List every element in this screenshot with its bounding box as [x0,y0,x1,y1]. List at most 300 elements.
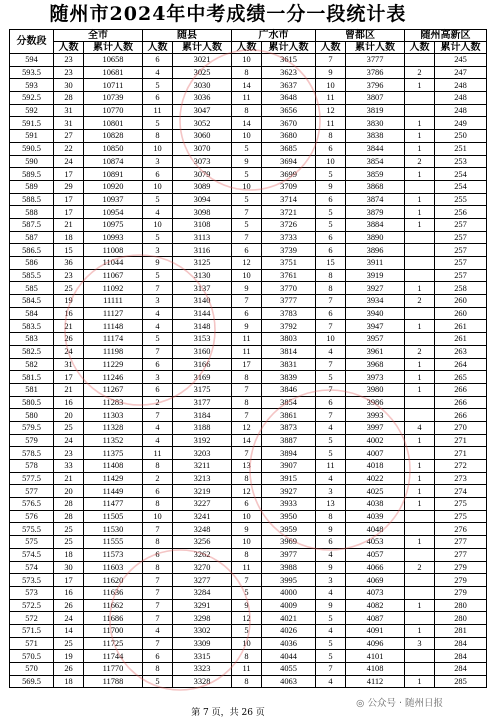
count-cell: 3 [316,485,346,498]
count-cell: 9 [316,561,346,574]
cumulative-cell: 3656 [262,104,316,117]
count-cell: 8 [232,675,262,688]
count-cell: 1 [405,624,435,637]
cumulative-cell: 3153 [173,333,232,346]
cumulative-cell: 10711 [84,79,143,92]
count-cell: 23 [54,269,84,282]
cumulative-cell: 3861 [262,409,316,422]
cumulative-cell: 3907 [262,460,316,473]
count-cell: 1 [405,383,435,396]
cumulative-cell: 11174 [84,333,143,346]
count-cell: 5 [143,333,173,346]
count-cell: 11 [316,92,346,105]
count-cell: 21 [54,383,84,396]
cumulative-cell: 3733 [262,231,316,244]
cumulative-cell: 3175 [173,383,232,396]
count-cell: 7 [232,383,262,396]
table-row [10,371,487,384]
table-row [10,498,487,511]
cumulative-cell: 3177 [173,396,232,409]
cumulative-cell: 257 [435,231,487,244]
count-cell: 8 [232,650,262,663]
cumulative-cell: 4007 [346,447,405,460]
cumulative-cell: 3108 [173,218,232,231]
cumulative-cell: 3160 [173,345,232,358]
cumulative-cell: 3933 [262,498,316,511]
count-cell [405,257,435,270]
table-row [10,675,487,688]
cumulative-cell: 4044 [262,650,316,663]
cumulative-cell: 3648 [262,92,316,105]
cumulative-cell: 3125 [173,257,232,270]
count-cell: 5 [232,218,262,231]
cumulative-cell: 3262 [173,548,232,561]
count-cell: 2 [405,295,435,308]
cumulative-cell: 279 [435,561,487,574]
count-cell: 3 [143,295,173,308]
header-count: 人数 [316,42,346,54]
count-cell: 6 [316,231,346,244]
score-cell: 581 [10,383,54,396]
cumulative-cell: 3315 [173,650,232,663]
count-cell: 24 [54,434,84,447]
count-cell: 6 [316,307,346,320]
cumulative-cell: 4053 [346,536,405,549]
cumulative-cell: 3241 [173,510,232,523]
score-cell: 574.5 [10,548,54,561]
count-cell: 7 [316,663,346,676]
cumulative-cell: 4082 [346,599,405,612]
cumulative-cell: 3184 [173,409,232,422]
count-cell: 13 [232,460,262,473]
count-cell: 8 [232,104,262,117]
cumulative-cell: 3098 [173,206,232,219]
cumulative-cell: 3021 [173,54,232,67]
count-cell [405,409,435,422]
count-cell [405,244,435,257]
count-cell: 5 [316,218,346,231]
cumulative-cell: 3726 [262,218,316,231]
count-cell: 1 [405,79,435,92]
count-cell: 1 [405,371,435,384]
header-count: 人数 [232,42,262,54]
table-row [10,460,487,473]
score-cell: 573.5 [10,574,54,587]
score-cell: 584 [10,307,54,320]
cumulative-cell: 10658 [84,54,143,67]
cumulative-cell: 11429 [84,472,143,485]
header-region-all-city: 全市 [54,30,143,42]
cumulative-cell: 3927 [346,282,405,295]
table-row [10,92,487,105]
cumulative-cell: 251 [435,142,487,155]
score-cell: 576.5 [10,498,54,511]
cumulative-cell: 3770 [262,282,316,295]
score-cell: 571 [10,637,54,650]
table-row [10,282,487,295]
cumulative-cell: 3302 [173,624,232,637]
count-cell: 5 [316,371,346,384]
count-cell: 6 [143,383,173,396]
count-cell: 7 [143,409,173,422]
header-cumulative: 累计人数 [435,42,487,54]
score-cell: 591.5 [10,117,54,130]
table-row [10,79,487,92]
score-cell: 578 [10,460,54,473]
count-cell: 21 [54,218,84,231]
count-cell: 5 [232,586,262,599]
table-row [10,409,487,422]
cumulative-cell: 11148 [84,320,143,333]
cumulative-cell: 4009 [262,599,316,612]
count-cell: 5 [143,231,173,244]
count-cell: 7 [316,295,346,308]
page-title: 随州市2024年中考成绩一分一段统计表 [49,3,407,25]
cumulative-cell: 10850 [84,142,143,155]
count-cell: 1 [405,193,435,206]
cumulative-cell: 3309 [173,637,232,650]
count-cell: 17 [54,574,84,587]
count-cell: 7 [232,206,262,219]
count-cell: 7 [143,574,173,587]
cumulative-cell: 3819 [346,104,405,117]
header-cumulative: 累计人数 [262,42,316,54]
cumulative-cell: 3993 [346,409,405,422]
cumulative-cell: 3073 [173,155,232,168]
count-cell: 14 [232,434,262,447]
count-cell: 10 [316,155,346,168]
cumulative-cell: 274 [435,485,487,498]
table-row [10,396,487,409]
count-cell: 22 [54,142,84,155]
count-cell: 8 [232,472,262,485]
count-cell: 6 [316,396,346,409]
count-cell: 5 [316,612,346,625]
cumulative-cell: 3777 [262,295,316,308]
watermark-text: 公众号 · 随州日报 [367,698,443,709]
count-cell: 11 [143,447,173,460]
cumulative-cell: 4069 [346,574,405,587]
count-cell: 25 [54,536,84,549]
table-row [10,117,487,130]
count-cell [405,663,435,676]
score-cell: 587.5 [10,218,54,231]
cumulative-cell: 3777 [346,54,405,67]
cumulative-cell: 284 [435,663,487,676]
count-cell: 18 [54,675,84,688]
wechat-watermark [353,694,446,710]
cumulative-cell: 265 [435,371,487,384]
count-cell: 1 [405,117,435,130]
count-cell: 7 [232,574,262,587]
table-row [10,536,487,549]
score-cell: 589 [10,180,54,193]
cumulative-cell: 10828 [84,130,143,143]
count-cell [405,104,435,117]
table-row [10,295,487,308]
cumulative-cell: 3211 [173,460,232,473]
count-cell: 9 [232,155,262,168]
cumulative-cell: 11328 [84,421,143,434]
cumulative-cell: 263 [435,345,487,358]
count-cell: 17 [54,206,84,219]
count-cell: 5 [316,637,346,650]
cumulative-cell: 11283 [84,396,143,409]
cumulative-cell: 3277 [173,574,232,587]
count-cell: 10 [232,536,262,549]
count-cell: 7 [143,637,173,650]
count-cell: 1 [405,218,435,231]
cumulative-cell: 260 [435,307,487,320]
cumulative-cell: 3831 [262,358,316,371]
cumulative-cell: 3036 [173,92,232,105]
score-cell: 579.5 [10,421,54,434]
cumulative-cell: 248 [435,92,487,105]
cumulative-cell: 3838 [346,130,405,143]
cumulative-cell: 3854 [346,155,405,168]
count-cell: 33 [54,460,84,473]
cumulative-cell: 279 [435,574,487,587]
cumulative-cell: 3786 [346,66,405,79]
cumulative-cell: 4096 [346,637,405,650]
cumulative-cell: 10993 [84,231,143,244]
table-row [10,485,487,498]
header-region-suixian: 随县 [143,30,232,42]
cumulative-cell: 4091 [346,624,405,637]
cumulative-cell: 3868 [346,180,405,193]
count-cell: 10 [232,130,262,143]
cumulative-cell: 3699 [262,168,316,181]
count-cell: 10 [232,637,262,650]
header-region-hightech: 随州高新区 [405,30,487,42]
count-cell: 14 [54,624,84,637]
count-cell [405,92,435,105]
score-cell: 578.5 [10,447,54,460]
cumulative-cell: 3148 [173,320,232,333]
cumulative-cell: 3959 [262,523,316,536]
count-cell: 5 [316,168,346,181]
count-cell: 5 [232,624,262,637]
cumulative-cell: 271 [435,434,487,447]
cumulative-cell: 3997 [346,421,405,434]
cumulative-cell: 4057 [346,548,405,561]
cumulative-cell: 11788 [84,675,143,688]
count-cell: 17 [54,168,84,181]
cumulative-cell: 11111 [84,295,143,308]
cumulative-cell: 11127 [84,307,143,320]
count-cell: 11 [232,333,262,346]
count-cell: 14 [232,79,262,92]
cumulative-cell: 3968 [346,358,405,371]
cumulative-cell: 3980 [346,383,405,396]
count-cell: 4 [316,624,346,637]
count-cell: 24 [54,612,84,625]
cumulative-cell: 3284 [173,586,232,599]
count-cell: 11 [232,663,262,676]
count-cell: 7 [143,345,173,358]
score-cell: 577.5 [10,472,54,485]
count-cell: 7 [316,320,346,333]
count-cell: 4 [143,320,173,333]
cumulative-cell: 11198 [84,345,143,358]
count-cell: 9 [232,320,262,333]
count-cell: 10 [232,510,262,523]
cumulative-cell: 3213 [173,472,232,485]
cumulative-cell: 3130 [173,269,232,282]
count-cell: 6 [316,193,346,206]
table-row [10,599,487,612]
cumulative-cell: 261 [435,320,487,333]
cumulative-cell: 3298 [173,612,232,625]
count-cell: 7 [143,586,173,599]
score-cell: 587 [10,231,54,244]
cumulative-cell: 3927 [262,485,316,498]
count-cell: 5 [143,269,173,282]
cumulative-cell: 257 [435,244,487,257]
cumulative-cell: 3680 [262,130,316,143]
count-cell: 6 [143,548,173,561]
cumulative-cell: 247 [435,66,487,79]
count-cell: 6 [143,54,173,67]
count-cell: 4 [143,434,173,447]
cumulative-cell: 10681 [84,66,143,79]
cumulative-cell: 3739 [262,244,316,257]
count-cell: 1 [405,485,435,498]
cumulative-cell: 245 [435,54,487,67]
cumulative-cell: 4101 [346,650,405,663]
score-cell: 569.5 [10,675,54,688]
count-cell: 7 [232,447,262,460]
count-cell: 5 [316,434,346,447]
cumulative-cell: 11603 [84,561,143,574]
count-cell: 8 [143,498,173,511]
count-cell: 2 [143,472,173,485]
count-cell: 8 [143,130,173,143]
count-cell: 1 [405,168,435,181]
count-cell: 13 [316,498,346,511]
table-row [10,612,487,625]
count-cell: 1 [405,599,435,612]
count-cell: 16 [54,307,84,320]
score-cell: 591 [10,130,54,143]
count-cell: 17 [54,193,84,206]
cumulative-cell: 3839 [262,371,316,384]
cumulative-cell: 3803 [262,333,316,346]
cumulative-cell: 3140 [173,295,232,308]
count-cell: 31 [54,104,84,117]
cumulative-cell: 3685 [262,142,316,155]
count-cell: 8 [143,460,173,473]
count-cell: 6 [316,142,346,155]
count-cell: 6 [143,650,173,663]
cumulative-cell: 3721 [262,206,316,219]
count-cell: 11 [143,104,173,117]
score-cell: 593 [10,79,54,92]
header-count: 人数 [54,42,84,54]
cumulative-cell: 271 [435,447,487,460]
table-row [10,54,487,67]
header-row-regions [10,30,487,42]
count-cell: 4 [316,421,346,434]
count-cell: 31 [54,358,84,371]
cumulative-cell: 11770 [84,663,143,676]
score-cell: 570.5 [10,650,54,663]
count-cell: 10 [143,180,173,193]
cumulative-cell: 266 [435,383,487,396]
count-cell: 24 [54,155,84,168]
table-row [10,637,487,650]
cumulative-cell: 3995 [262,574,316,587]
count-cell: 1 [405,358,435,371]
table-row [10,320,487,333]
cumulative-cell: 3116 [173,244,232,257]
table-row [10,421,487,434]
cumulative-cell: 4063 [262,675,316,688]
count-cell: 23 [54,54,84,67]
count-cell: 19 [54,295,84,308]
cumulative-cell: 3192 [173,434,232,447]
cumulative-cell: 3973 [346,371,405,384]
count-cell: 3 [143,371,173,384]
header-score: 分数段 [10,30,54,54]
header-count: 人数 [143,42,173,54]
cumulative-cell: 4087 [346,612,405,625]
count-cell: 9 [143,257,173,270]
cumulative-cell: 3328 [173,675,232,688]
header-region-zengdu: 曾都区 [316,30,405,42]
table-row [10,257,487,270]
count-cell: 6 [143,485,173,498]
cumulative-cell: 11555 [84,536,143,549]
score-cell: 583.5 [10,320,54,333]
cumulative-cell: 4022 [346,472,405,485]
cumulative-cell: 3969 [262,536,316,549]
cumulative-cell: 11530 [84,523,143,536]
count-cell: 8 [232,371,262,384]
count-cell: 4 [316,548,346,561]
count-cell: 7 [316,358,346,371]
count-cell: 26 [54,663,84,676]
count-cell: 25 [54,421,84,434]
count-cell: 2 [405,561,435,574]
count-cell [405,180,435,193]
count-cell: 28 [54,510,84,523]
count-cell: 25 [54,282,84,295]
cumulative-cell: 3986 [346,396,405,409]
count-cell: 18 [54,231,84,244]
count-cell: 4 [316,345,346,358]
cumulative-cell: 277 [435,536,487,549]
count-cell: 3 [316,574,346,587]
cumulative-cell: 3844 [346,142,405,155]
count-cell: 10 [143,142,173,155]
count-cell: 1 [405,142,435,155]
score-cell: 582.5 [10,345,54,358]
cumulative-cell: 11375 [84,447,143,460]
count-cell: 1 [405,206,435,219]
cumulative-cell: 3884 [346,218,405,231]
count-cell: 6 [316,244,346,257]
cumulative-cell: 10920 [84,180,143,193]
count-cell: 2 [405,155,435,168]
cumulative-cell: 272 [435,460,487,473]
cumulative-cell: 4055 [262,663,316,676]
count-cell: 25 [54,637,84,650]
count-cell: 18 [54,548,84,561]
score-cell: 585.5 [10,269,54,282]
count-cell: 20 [54,485,84,498]
count-cell: 1 [405,675,435,688]
